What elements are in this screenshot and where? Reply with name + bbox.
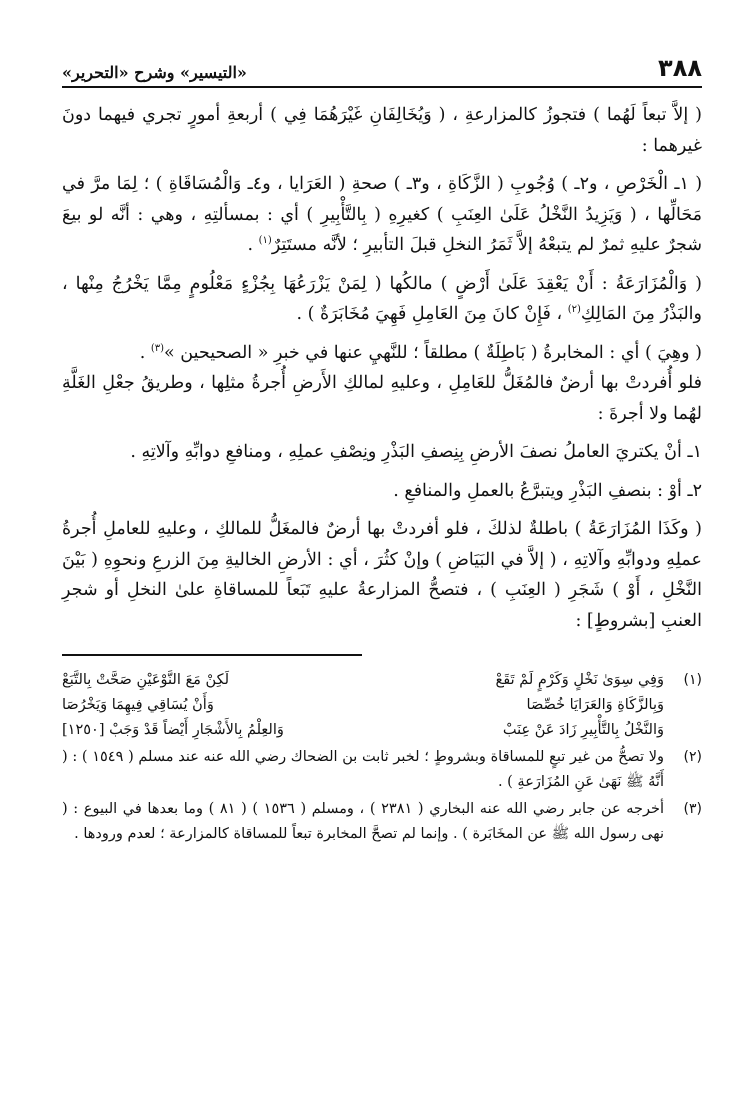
paragraph-4 bbox=[62, 338, 702, 369]
paragraph-7: ٢ـ أوْ : بنصفِ البَذْرِ ويتبرَّعُ بالعملِ والمنافعِ . bbox=[393, 480, 702, 501]
footnote-separator bbox=[62, 654, 362, 656]
running-title: «التيسير» وشرح «التحرير» bbox=[62, 63, 247, 82]
verse-3-first-hemistich: وَالنَّخْلُ بِالتَّأْبِيرِ زَادَ عَنْ عِنَبْ bbox=[502, 722, 664, 738]
paragraph-1: ( إلاَّ تبعاً لَهُما ) فتجوزُ كالمزارعةِ ، ( وَيُخَالِفَانِ غَيْرَهُمَا فِي ) أربعةِ أمورٍ تجري فيهما دونَ غيرهما : bbox=[62, 105, 702, 156]
verse-1-first-hemistich: وَفِي سِوَىٰ نَخْلٍ وَكَرْمٍ لَمْ تَقَعْ bbox=[495, 672, 664, 688]
paragraph-6: ١ـ أنْ يكتريَ العاملُ نصفَ الأرضِ بِنِصفِ البَذْرِ ونِصْفِ عملِهِ ، ومنافعِ دوابِّهِ وآلاتِهِ . bbox=[130, 442, 702, 462]
footnote-1 bbox=[62, 668, 702, 743]
verse-1-second-hemistich: لَكِنْ مَعَ النَّوْعَيْنِ صَحَّتْ بِالتَّبَعْ bbox=[62, 672, 230, 688]
footnotes bbox=[62, 668, 702, 847]
paragraph-2-end: . bbox=[247, 235, 259, 255]
verse-3-second-hemistich: وَالعِلْمُ بِالأَشْجَارِ أَيْضاً قَدْ وَجَبْ [١٢٥٠] bbox=[62, 722, 284, 738]
footnote-3-text: أخرجه عن جابر رضي الله عنه البخاري ( ٢٣٨١ ) ، ومسلم ( ١٥٣٦ ) ( ٨١ ) وما بعدها في البيوع : ( نهى رسول الله ﷺ عن المخَابَرة ) . وإنما لم تصحَّ المخابرة تبعاً للمساقاة كالمزارعة ؛ لعدم ورودها . bbox=[62, 801, 665, 842]
footnote-2-number: (٢) bbox=[683, 749, 702, 765]
paragraph-8: ( وكَذَا المُزَارَعَةُ ) باطلةٌ لذلكَ ، فلو أفردتْ بها أرضٌ فالمغَلُّ للمالكِ ، وعليهِ للعاملِ أُجرةُ عملِهِ ودوابِّهِ وآلاتِهِ ، ( إلاَّ في البَيَاضِ ) وإنْ كثُرَ ، أي : الأرضِ الخاليةِ مِنَ الزرعِ ونحوِهِ ( بَيْنَ النَّخْلِ ، أَوْ ) شَجَرِ ( العِنَبِ ) ، فتصحُّ المزارعةُ عليهِ تَبَعاً للمساقاةِ علىٰ النخلِ أو شجرِ العنبِ [بشروطٍ] : bbox=[62, 519, 702, 631]
footnote-ref-3[interactable]: (٣) bbox=[150, 342, 165, 354]
footnote-1-number: (١) bbox=[683, 672, 702, 688]
verse-2-second-hemistich: وَأَنْ يُسَاقِي فِيهِمَا وَيَخْرُصَا bbox=[62, 697, 214, 713]
main-text bbox=[62, 100, 702, 636]
footnote-1-poem bbox=[62, 668, 664, 743]
paragraph-2-text: ( ١ـ الْخَرْصِ ، و٢ـ ) وُجُوبِ ( الزَّكَاةِ ، و٣ـ ) صحةِ ( العَرَايا ، و٤ـ وَالْمُسَاقَاةِ ) ؛ لِمَا مرَّ في مَحَالِّها ، ( وَيَزِيدُ النَّخْلُ عَلَىٰ العِنَبِ ) كغيرِهِ ( بِالتَّأْبِيرِ ) أي : بمسألتِهِ ، وهي : أنَّه لو بيعَ شجرٌ عليهِ ثمرٌ لم يتبعْهُ إلاَّ ثَمَرُ النخلِ قبلَ التأبيرِ ؛ لأنَّه مستَتِرٌ bbox=[62, 174, 703, 255]
footnote-3 bbox=[62, 797, 702, 847]
footnote-3-number: (٣) bbox=[683, 801, 702, 817]
page-number: ٣٨٨ bbox=[658, 54, 702, 82]
page-header bbox=[62, 40, 702, 88]
paragraph-3-text: ( وَالْمُزَارَعَةُ : أَنْ يَعْقِدَ عَلَىٰ أَرْضٍ ) مالكُها ( لِمَنْ يَزْرَعُهَا بِجُزْءٍ مَعْلُومٍ مِمَّا يَخْرُجُ مِنْها ، والبَذْرُ مِنَ المَالِكِ bbox=[62, 273, 702, 324]
footnote-ref-1[interactable]: (١) bbox=[258, 235, 272, 247]
paragraph-4-end: . bbox=[139, 342, 151, 363]
verse-2 bbox=[62, 693, 664, 718]
book-page bbox=[62, 40, 702, 849]
paragraph-4-text: ( وهِيَ ) أي : المخابرةُ ( بَاطِلَةٌ ) مطلقاً ؛ للنَّهيِ عنها في خبرِ « الصحيحين » bbox=[164, 342, 702, 363]
footnote-2-text: ولا تصحُّ من غير تبعٍ للمساقاة وبشروطٍ ؛ لخبر ثابت بن الضحاك رضي الله عنه عند مسلم ( ١٥٤٩ ) : ( أَنَّهُ ﷺ نَهَىٰ عَنِ المُزَارَعةِ ) . bbox=[62, 749, 664, 790]
footnote-ref-2[interactable]: (٢) bbox=[567, 304, 581, 316]
paragraph-3 bbox=[62, 269, 702, 330]
verse-2-first-hemistich: وَبِالزَّكَاةِ وَالعَرَايَا خُصِّصَا bbox=[526, 697, 664, 713]
paragraph-2 bbox=[62, 169, 702, 261]
paragraph-3-end: ، فَإِنْ كانَ مِنَ العَامِلِ فَهِيَ مُخَابَرَةٌ ) . bbox=[296, 304, 568, 324]
paragraph-5: فلو أُفردتْ بها أرضٌ فالمُغَلُّ للعَامِلِ ، وعليهِ لمالكِ الأَرضِ أُجرةُ مثلِها ، وطريقُ جعْلِ الغَلَّةِ لهُما ولا أجرةَ : bbox=[62, 373, 702, 424]
verse-1 bbox=[62, 668, 664, 693]
footnote-2 bbox=[62, 745, 702, 795]
verse-3 bbox=[62, 718, 664, 743]
